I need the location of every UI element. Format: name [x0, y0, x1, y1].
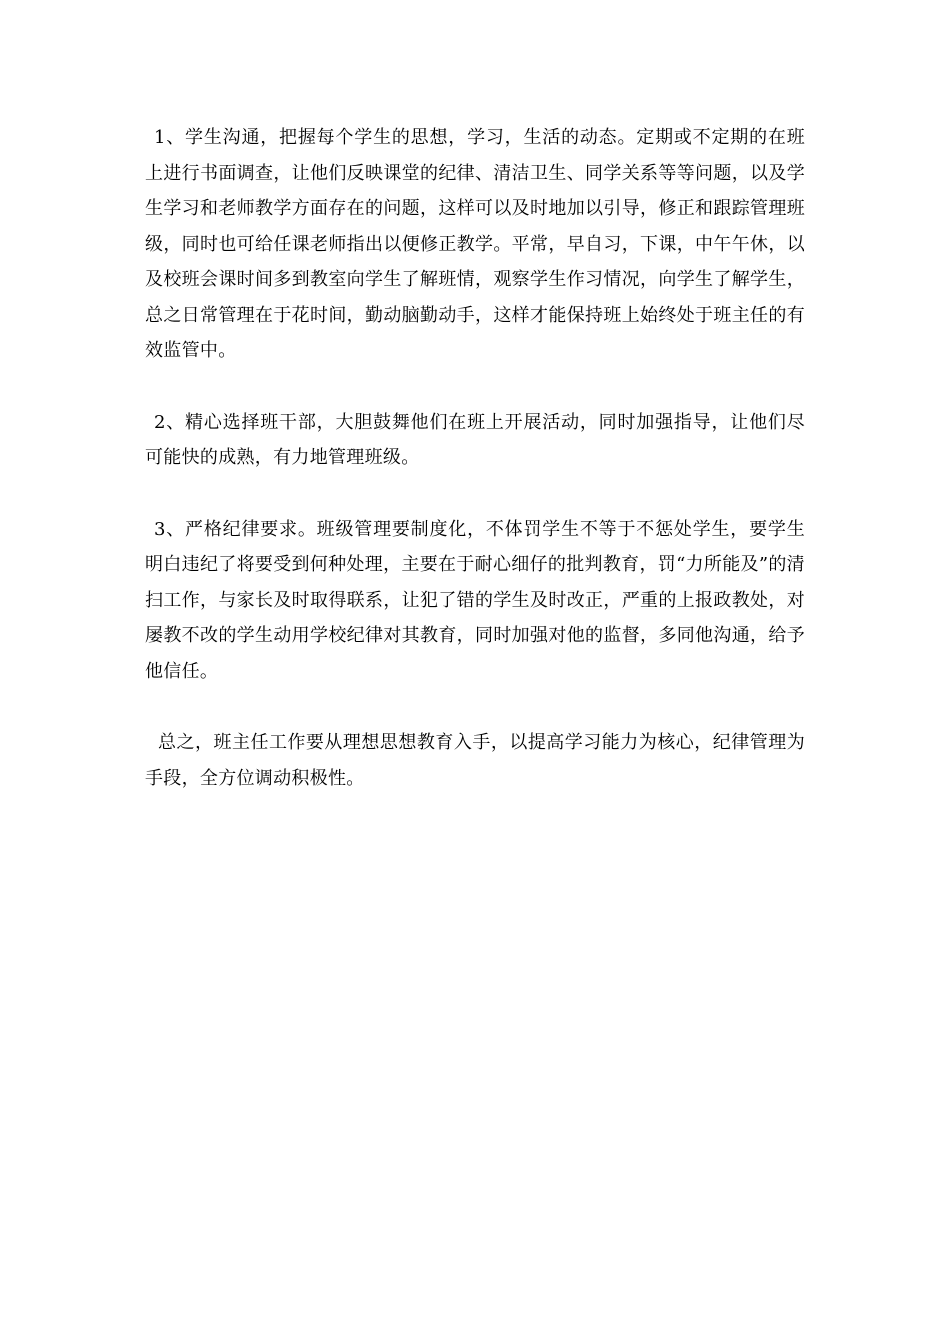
paragraph-class-cadres: 2、精心选择班干部，大胆鼓舞他们在班上开展活动，同时加强指导，让他们尽可能快的成熟，有力地管理班级。 [145, 411, 805, 468]
paragraph-summary: 总之，班主任工作要从理想思想教育入手，以提高学习能力为核心，纪律管理为手段，全方位调动积极性。 [145, 732, 805, 789]
paragraph-student-communication: 1、学生沟通，把握每个学生的思想，学习，生活的动态。定期或不定期的在班上进行书面调查，让他们反映课堂的纪律、清洁卫生、同学关系等等问题，以及学生学习和老师教学方面存在的问题，这样可以及时地加以引导，修正和跟踪管理班级，同时也可给任课老师指出以便修正教学。平常，早自习，下课，中午午休，以及校班会课时间多到教室向学生了解班情，观察学生作习情况，向学生了解学生，总之日常管理在于花时间，勤动脑勤动手，这样才能保持班上始终处于班主任的有效监管中。 [145, 127, 805, 361]
paragraph-discipline: 3、严格纪律要求。班级管理要制度化，不体罚学生不等于不惩处学生，要学生明白违纪了将要受到何种处理，主要在于耐心细仔的批判教育，罚“力所能及”的清扫工作，与家长及时取得联系，让犯了错的学生及时改正，严重的上报政教处，对屡教不改的学生动用学校纪律对其教育，同时加强对他的监督，多同他沟通，给予他信任。 [145, 518, 805, 682]
document-page [145, 120, 805, 796]
